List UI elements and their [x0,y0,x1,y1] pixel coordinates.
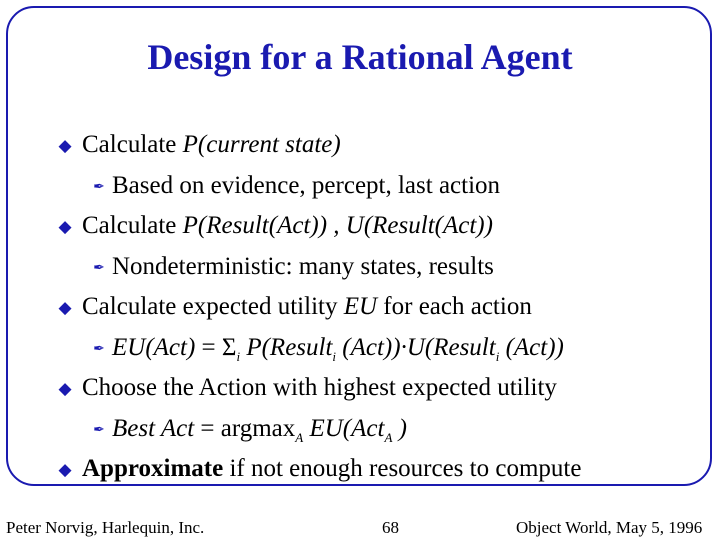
bullet-text-part: Based on evidence, percept, last action [112,171,501,199]
pen-nib-bullet-icon: ✒ [93,340,105,357]
bullet-text-part: (Act)) [499,333,564,361]
bullet-text-part: EU(Act [303,414,385,442]
slide-title: Design for a Rational Agent [147,37,573,77]
bullet-line [82,130,341,160]
bullet-text-part: Calculate [82,212,183,239]
bullet-text-part: P(Result(Act)) , U(Result(Act)) [182,212,493,239]
pen-nib-bullet-icon: ✒ [93,178,105,195]
bullet-text-part: = argmax [194,414,296,442]
bullet-text-part: Best Act [112,414,195,442]
footer-author: Peter Norvig, Harlequin, Inc. [6,518,205,537]
bullet-text-part: = Σ [195,333,237,361]
bullet-text-part: A [384,429,393,445]
diamond-bullet-icon: ◆ [58,217,72,237]
bullet-line [112,252,494,282]
bullet-text-part: current state [206,131,333,158]
bullet-line [82,454,581,484]
bullet-text-part: EU(Act) [112,333,196,361]
bullet-text-part: i [495,348,500,364]
bullet-text-part: i [236,348,241,364]
bullet-line [112,333,564,372]
diamond-bullet-icon: ◆ [58,136,72,156]
bullet-text-part: ) [332,131,341,158]
bullet-text-part: Choose the Action with highest expected utility [82,374,557,401]
bullet-text-part: Nondeterministic: many states, results [112,252,494,280]
bullet-line [82,292,532,322]
bullet-text-part: P(Result [240,333,333,361]
bullet-text-part: i [332,348,337,364]
bullet-text-part: (Act))·U(Result [336,333,496,361]
bullet-text-part: Calculate expected utility [82,293,344,320]
bullet-line [82,373,557,403]
bullet-line [82,211,493,241]
bullet-text-part: for each action [377,293,532,320]
pen-nib-bullet-icon: ✒ [93,259,105,276]
bullet-text-part: EU [343,293,378,320]
bullet-line [112,414,407,453]
footer-page-number: 68 [382,518,399,537]
bullet-text-part: Calculate [82,131,183,158]
bullet-text-part: ) [392,414,407,442]
pen-nib-bullet-icon: ✒ [93,421,105,438]
diamond-bullet-icon: ◆ [58,460,72,480]
bullet-text-part: P( [182,131,207,158]
footer-event: Object World, May 5, 1996 [516,518,703,537]
bullet-text-part: if not enough resources to compute [223,455,582,482]
diamond-bullet-icon: ◆ [58,298,72,318]
bullet-text-part: A [295,429,304,445]
bullet-text-part: Approximate [82,455,224,482]
diamond-bullet-icon: ◆ [58,379,72,399]
bullet-line [112,171,500,201]
